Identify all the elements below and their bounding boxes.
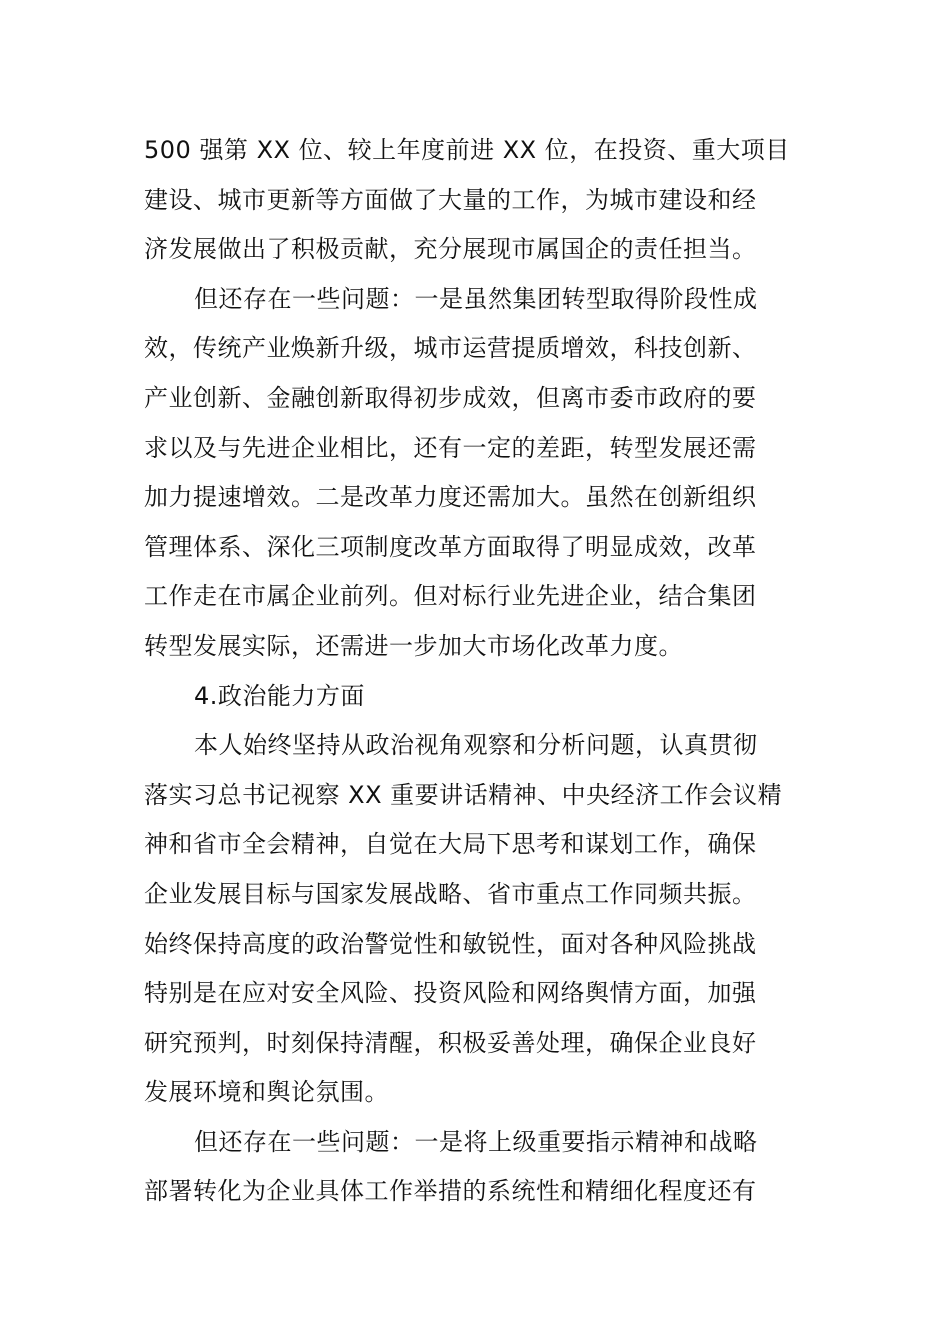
text-line: 500 强第 XX 位、较上年度前进 XX 位，在投资、重大项目 — [144, 136, 790, 164]
text-line: 神和省市全会精神，自觉在大局下思考和谋划工作，确保 — [144, 830, 757, 859]
text-line: 部署转化为企业具体工作举措的系统性和精细化程度还有 — [144, 1177, 757, 1206]
text-line: 产业创新、金融创新取得初步成效，但离市委市政府的要 — [144, 383, 757, 412]
text-line: 企业发展目标与国家发展战略、省市重点工作同频共振。 — [144, 879, 757, 908]
text-line: 求以及与先进企业相比，还有一定的差距，转型发展还需 — [144, 433, 757, 462]
document-body — [144, 126, 808, 1217]
text-line: 但还存在一些问题：一是虽然集团转型取得阶段性成 — [194, 284, 758, 313]
text-line: 本人始终坚持从政治视角观察和分析问题，认真贯彻 — [194, 731, 758, 760]
text-line: 特别是在应对安全风险、投资风险和网络舆情方面，加强 — [144, 979, 757, 1008]
text-line: 工作走在市属企业前列。但对标行业先进企业，结合集团 — [144, 582, 757, 611]
text-line: 始终保持高度的政治警觉性和敏锐性，面对各种风险挑战 — [144, 929, 757, 958]
text-line: 管理体系、深化三项制度改革方面取得了明显成效，改革 — [144, 532, 757, 561]
text-line: 济发展做出了积极贡献，充分展现市属国企的责任担当。 — [144, 235, 757, 264]
text-line: 转型发展实际，还需进一步加大市场化改革力度。 — [144, 631, 683, 660]
text-line: 发展环境和舆论氛围。 — [144, 1078, 389, 1107]
text-line: 落实习总书记视察 XX 重要讲话精神、中央经济工作会议精 — [144, 780, 783, 809]
text-line: 效，传统产业焕新升级，城市运营提质增效，科技创新、 — [144, 334, 757, 363]
text-line: 建设、城市更新等方面做了大量的工作，为城市建设和经 — [144, 185, 757, 214]
text-line: 研究预判，时刻保持清醒，积极妥善处理，确保企业良好 — [144, 1028, 757, 1057]
text-line: 但还存在一些问题：一是将上级重要指示精神和战略 — [194, 1127, 758, 1156]
section-heading: 4.政治能力方面 — [194, 681, 365, 710]
text-line: 加力提速增效。二是改革力度还需加大。虽然在创新组织 — [144, 483, 757, 512]
